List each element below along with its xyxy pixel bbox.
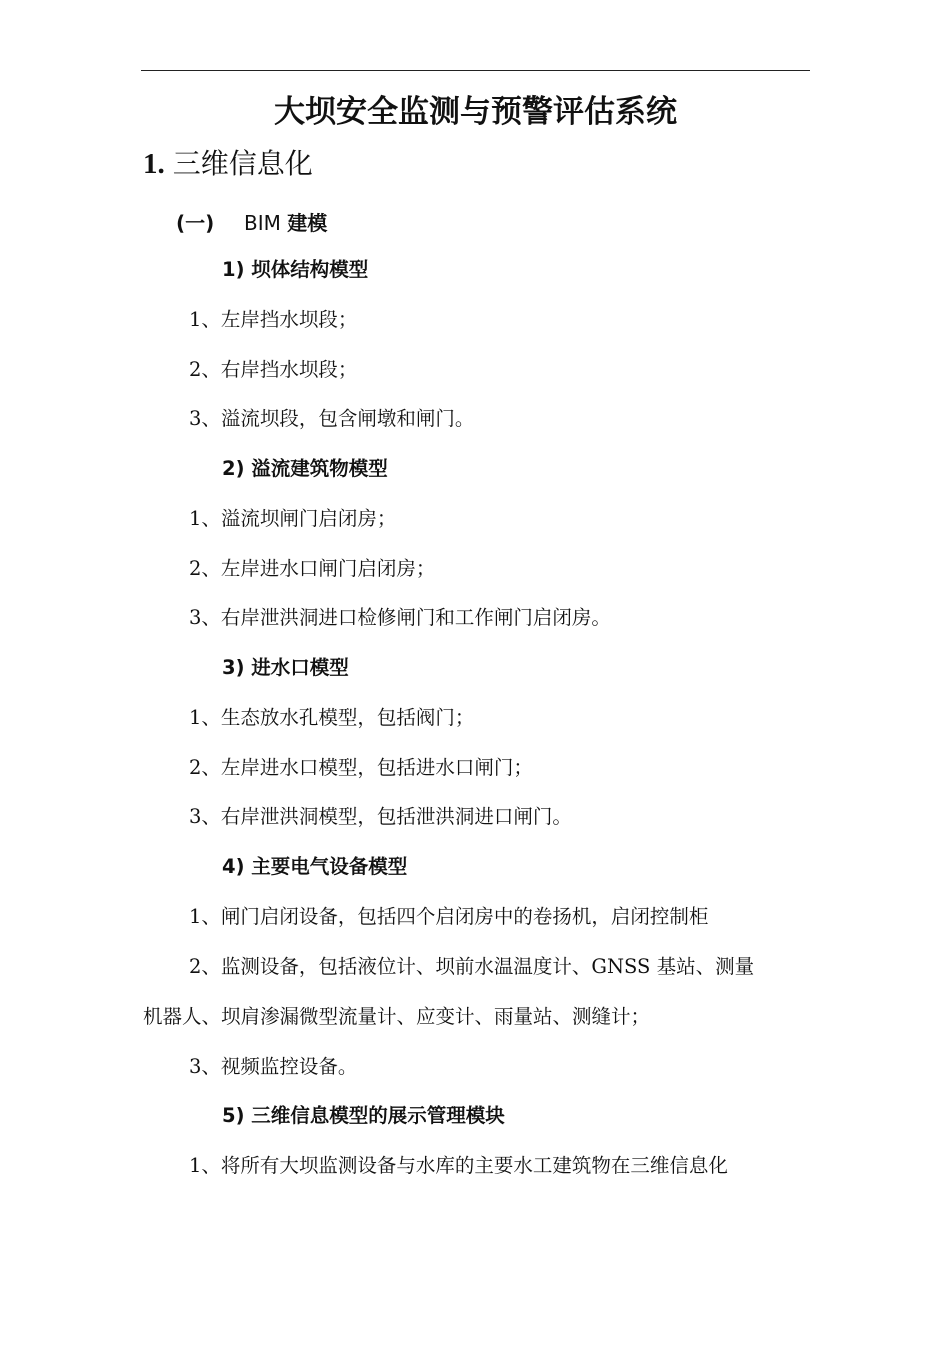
group-heading-2: 2) 溢流建筑物模型: [222, 457, 388, 480]
section-heading-1: [143, 142, 313, 186]
list-item: 1、将所有大坝监测设备与水库的主要水工建筑物在三维信息化: [189, 1154, 728, 1177]
list-item: 2、监测设备，包括液位计、坝前水温温度计、GNSS 基站、测量: [189, 955, 755, 978]
list-item: 1、闸门启闭设备，包括四个启闭房中的卷扬机，启闭控制柜: [189, 905, 709, 928]
subsection-label-bold: 建模: [287, 211, 328, 235]
list-item: 1、左岸挡水坝段；: [189, 308, 358, 331]
list-item: 1、溢流坝闸门启闭房；: [189, 507, 397, 530]
list-item: 2、左岸进水口模型，包括进水口闸门；: [189, 756, 533, 779]
group-heading-5: 5) 三维信息模型的展示管理模块: [222, 1104, 505, 1127]
list-item: 2、左岸进水口闸门启闭房；: [189, 557, 436, 580]
section-number: 1.: [143, 148, 165, 180]
section-title: 三维信息化: [172, 147, 313, 180]
document-title: 大坝安全监测与预警评估系统: [274, 94, 677, 130]
header-rule: [141, 70, 810, 71]
group-heading-3: 3) 进水口模型: [222, 656, 349, 679]
list-item: 1、生态放水孔模型，包括阀门；: [189, 706, 475, 729]
list-item: 3、视频监控设备。: [189, 1055, 358, 1078]
subsection-label-prefix: BIM: [244, 211, 288, 235]
list-item-continuation: 机器人、坝肩渗漏微型流量计、应变计、雨量站、测缝计；: [143, 1005, 651, 1028]
list-item: 3、溢流坝段，包含闸墩和闸门。: [189, 407, 475, 430]
subsection-marker: (一): [176, 211, 215, 235]
list-item: 3、右岸泄洪洞进口检修闸门和工作闸门启闭房。: [189, 606, 611, 629]
group-heading-1: 1) 坝体结构模型: [222, 258, 369, 281]
list-item: 3、右岸泄洪洞模型，包括泄洪洞进口闸门。: [189, 805, 572, 828]
subsection-label: [244, 211, 327, 235]
list-item: 2、右岸挡水坝段；: [189, 358, 358, 381]
group-heading-4: 4) 主要电气设备模型: [222, 855, 408, 878]
subsection-heading: [176, 207, 327, 239]
